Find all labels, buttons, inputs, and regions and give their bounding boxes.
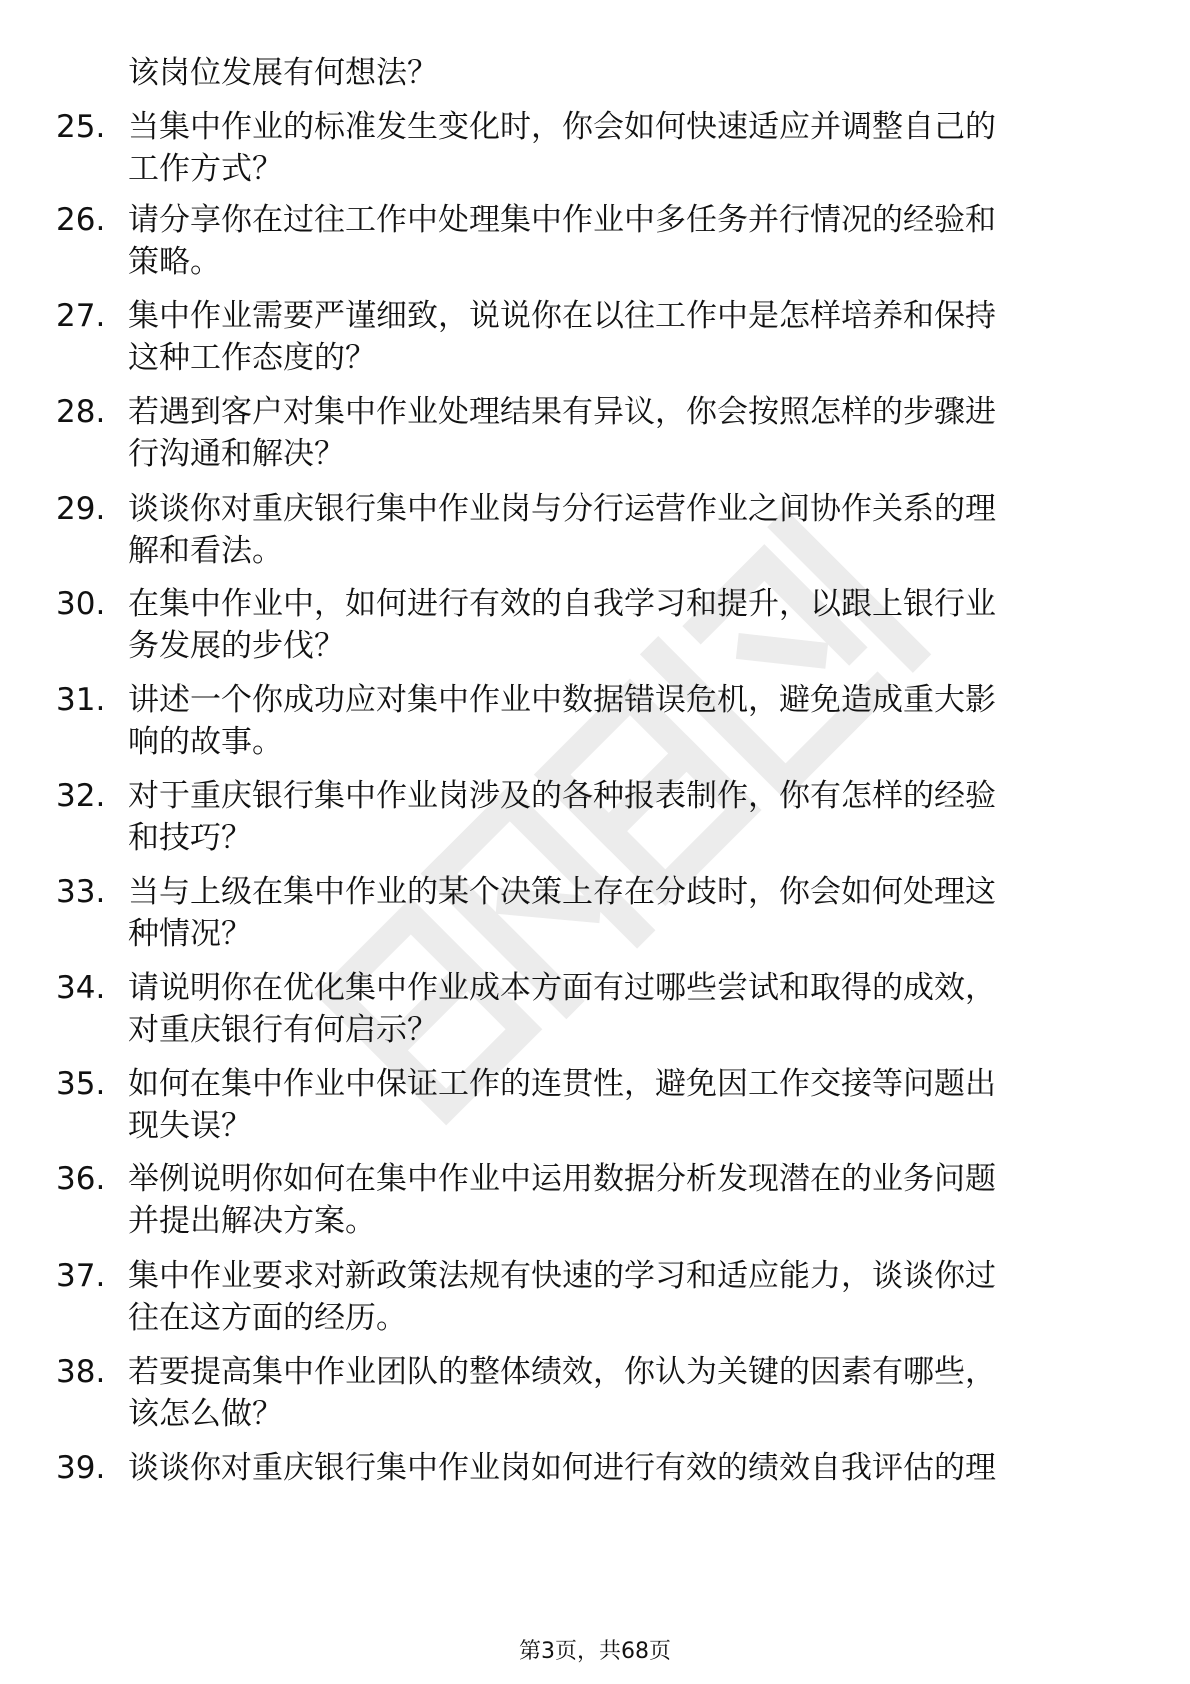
- question-number: 30.: [56, 586, 106, 622]
- question-line: 谈谈你对重庆银行集中作业岗如何进行有效的绩效自我评估的理: [128, 1450, 996, 1486]
- question-line: 若要提高集中作业团队的整体绩效，你认为关键的因素有哪些，: [128, 1354, 996, 1390]
- question-number: 33.: [56, 874, 106, 910]
- question-text: [128, 199, 1108, 283]
- question-text: [128, 679, 1108, 763]
- question-line: 工作方式？: [128, 151, 283, 187]
- question-text: [128, 391, 1108, 475]
- question-number: 32.: [56, 778, 106, 814]
- question-line: 对重庆银行有何启示？: [128, 1012, 438, 1048]
- question-text: [128, 775, 1108, 859]
- question-text: [128, 1063, 1108, 1147]
- question-line: 谈谈你对重庆银行集中作业岗与分行运营作业之间协作关系的理: [128, 491, 996, 527]
- question-line: 该怎么做？: [128, 1396, 283, 1432]
- question-line: 和技巧？: [128, 820, 252, 856]
- question-line: 集中作业要求对新政策法规有快速的学习和适应能力，谈谈你过: [128, 1258, 996, 1294]
- question-line: 种情况？: [128, 916, 252, 952]
- question-number: 26.: [56, 202, 106, 238]
- question-line: 策略。: [128, 244, 221, 280]
- question-number: 27.: [56, 298, 106, 334]
- question-text: [128, 1351, 1108, 1435]
- question-number: 37.: [56, 1258, 106, 1294]
- continued-question-text: 该岗位发展有何想法？: [128, 55, 438, 91]
- question-number: 29.: [56, 491, 106, 527]
- question-line: 讲述一个你成功应对集中作业中数据错误危机，避免造成重大影: [128, 682, 996, 718]
- question-line: 并提出解决方案。: [128, 1203, 376, 1239]
- question-number: 31.: [56, 682, 106, 718]
- question-line: 若遇到客户对集中作业处理结果有异议，你会按照怎样的步骤进: [128, 394, 996, 430]
- question-text: [128, 1447, 1108, 1489]
- question-line: 在集中作业中，如何进行有效的自我学习和提升，以跟上银行业: [128, 586, 996, 622]
- question-number: 36.: [56, 1161, 106, 1197]
- question-line: 解和看法。: [128, 533, 283, 569]
- question-number: 35.: [56, 1066, 106, 1102]
- question-line: 集中作业需要严谨细致，说说你在以往工作中是怎样培养和保持: [128, 298, 996, 334]
- question-line: 当集中作业的标准发生变化时，你会如何快速适应并调整自己的: [128, 109, 996, 145]
- question-line: 现失误？: [128, 1108, 252, 1144]
- question-text: [128, 295, 1108, 379]
- question-text: [128, 488, 1108, 572]
- question-number: 39.: [56, 1450, 106, 1486]
- question-line: 请说明你在优化集中作业成本方面有过哪些尝试和取得的成效，: [128, 970, 996, 1006]
- question-number: 25.: [56, 109, 106, 145]
- question-line: 当与上级在集中作业的某个决策上存在分歧时，你会如何处理这: [128, 874, 996, 910]
- question-line: 务发展的步伐？: [128, 628, 345, 664]
- question-number: 34.: [56, 970, 106, 1006]
- page-footer: 第3页，共68页: [519, 1639, 671, 1664]
- question-number: 38.: [56, 1354, 106, 1390]
- question-line: 行沟通和解决？: [128, 436, 345, 472]
- question-line: 这种工作态度的？: [128, 340, 376, 376]
- question-text: [128, 1255, 1108, 1339]
- question-line: 响的故事。: [128, 724, 283, 760]
- question-number: 28.: [56, 394, 106, 430]
- question-text: [128, 1158, 1108, 1242]
- question-text: [128, 583, 1108, 667]
- question-text: [128, 106, 1108, 190]
- question-line: 往在这方面的经历。: [128, 1300, 407, 1336]
- question-text: [128, 871, 1108, 955]
- question-line: 对于重庆银行集中作业岗涉及的各种报表制作，你有怎样的经验: [128, 778, 996, 814]
- question-line: 请分享你在过往工作中处理集中作业中多任务并行情况的经验和: [128, 202, 996, 238]
- question-line: 如何在集中作业中保证工作的连贯性，避免因工作交接等问题出: [128, 1066, 996, 1102]
- question-text: [128, 967, 1108, 1051]
- question-line: 举例说明你如何在集中作业中运用数据分析发现潜在的业务问题: [128, 1161, 996, 1197]
